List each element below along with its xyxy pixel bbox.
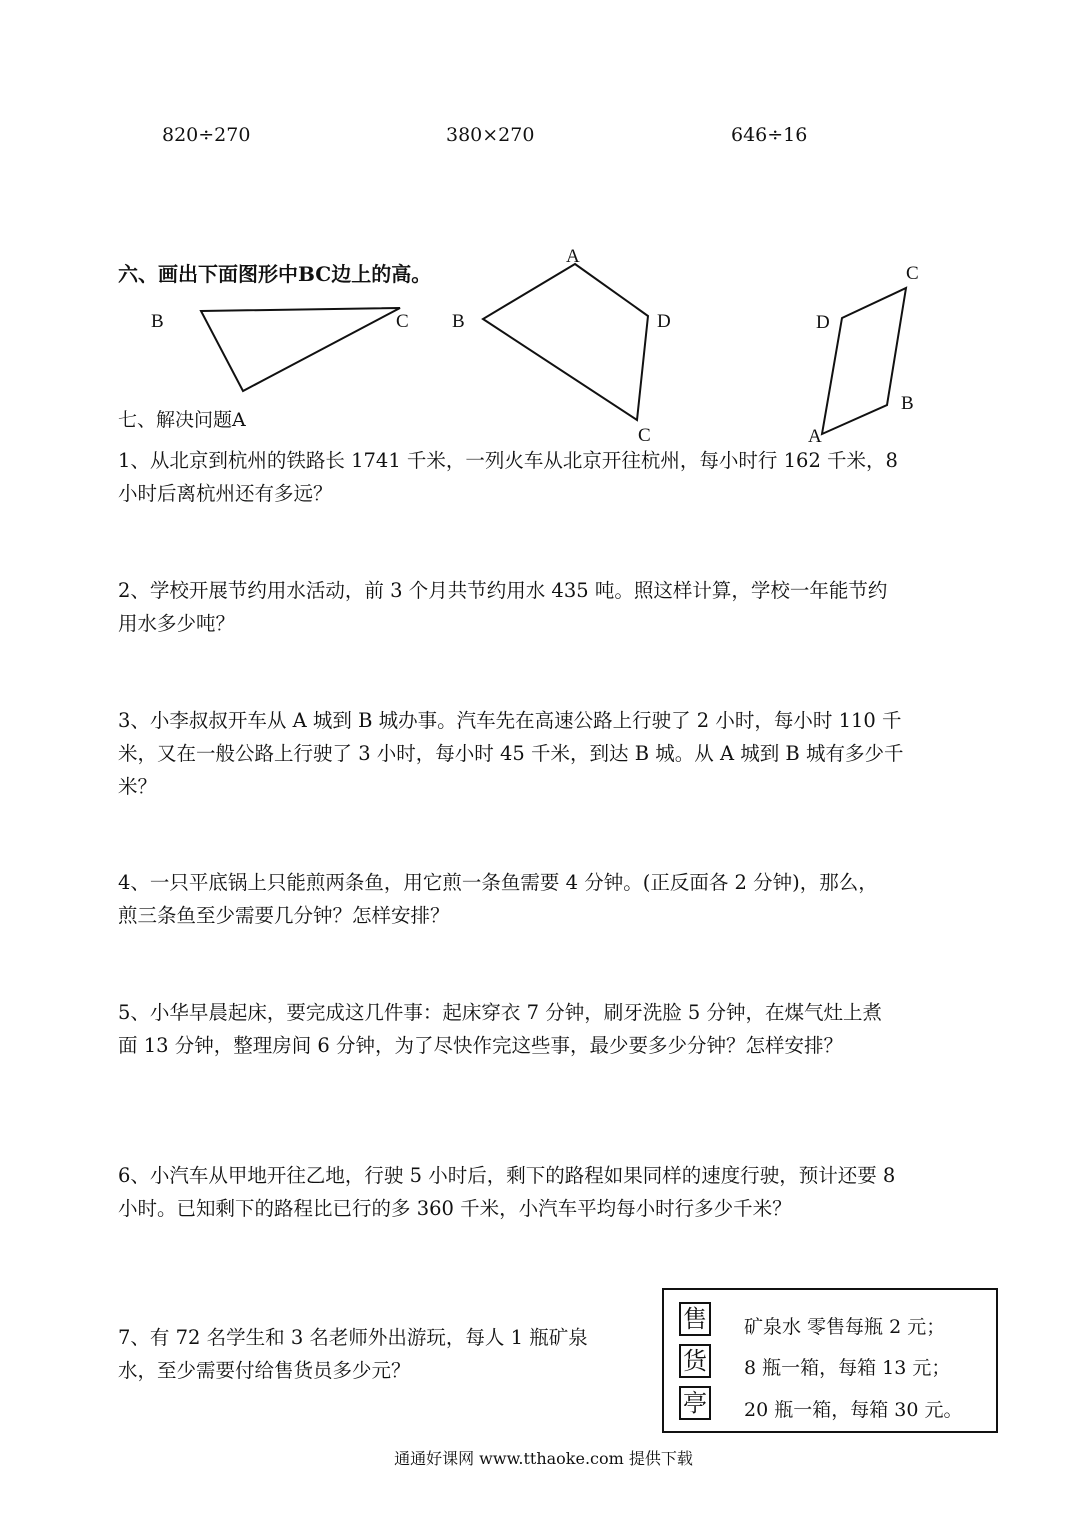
question-3-line-2: 米，又在一般公路上行驶了 3 小时，每小时 45 千米，到达 B 城。从 A 城到 B 城有多少千	[118, 742, 904, 765]
question-5	[118, 996, 978, 1062]
calc-expression-1: 820÷270	[162, 124, 251, 146]
question-4-line-1: 4、一只平底锅上只能煎两条鱼，用它煎一条鱼需要 4 分钟。(正反面各 2 分钟)，那么，	[118, 871, 878, 894]
question-7-line-2: 水，至少需要付给售货员多少元？	[118, 1359, 411, 1382]
question-4-line-2: 煎三条鱼至少需要几分钟？怎样安排？	[118, 904, 450, 927]
price-line-3: 20 瓶一箱，每箱 30 元。	[744, 1399, 963, 1421]
question-5-line-1: 5、小华早晨起床，要完成这几件事：起床穿衣 7 分钟，刷牙洗脸 5 分钟，在煤气灶上煮	[118, 1001, 883, 1024]
kiosk-char-3: 亭	[679, 1386, 711, 1420]
question-7-line-1: 7、有 72 名学生和 3 名老师外出游玩，每人 1 瓶矿泉	[118, 1326, 588, 1349]
kiosk-char-2: 货	[679, 1344, 711, 1378]
footer-credit: 通通好课网 www.tthaoke.com 提供下载	[394, 1449, 693, 1468]
figure1-triangle	[201, 308, 400, 391]
fig1-label-b: B	[151, 311, 164, 332]
section6-title: 六、画出下面图形中BC边上的高。	[118, 262, 432, 286]
fig2-label-a: A	[566, 246, 580, 267]
price-line-1: 矿泉水 零售每瓶 2 元；	[744, 1316, 946, 1338]
fig1-label-c: C	[396, 311, 409, 332]
question-7	[118, 1321, 638, 1387]
question-2-line-2: 用水多少吨？	[118, 612, 236, 635]
question-6-line-2: 小时。已知剩下的路程比已行的多 360 千米，小汽车平均每小时行多少千米？	[118, 1197, 792, 1220]
question-2-line-1: 2、学校开展节约用水活动，前 3 个月共节约用水 435 吨。照这样计算，学校一年能节约	[118, 579, 888, 602]
calc-expression-2: 380×270	[446, 124, 535, 146]
fig3-label-b: B	[901, 393, 914, 414]
kiosk-price-box	[662, 1288, 998, 1433]
fig3-label-a: A	[808, 426, 822, 447]
question-4	[118, 866, 978, 932]
question-1-line-1: 1、从北京到杭州的铁路长 1741 千米，一列火车从北京开往杭州，每小时行 162 千米，8	[118, 449, 898, 472]
question-3	[118, 704, 978, 803]
question-3-line-1: 3、小李叔叔开车从 A 城到 B 城办事。汽车先在高速公路上行驶了 2 小时，每小时 110 千	[118, 709, 902, 732]
section7-title: 七、解决问题A	[118, 409, 246, 431]
question-6-line-1: 6、小汽车从甲地开往乙地，行驶 5 小时后，剩下的路程如果同样的速度行驶，预计还要 8	[118, 1164, 896, 1187]
calc-expression-3: 646÷16	[731, 124, 808, 146]
figure2-quadrilateral	[483, 264, 648, 420]
kiosk-char-1: 售	[679, 1302, 711, 1336]
fig3-label-c: C	[906, 263, 919, 284]
fig3-label-d: D	[816, 312, 830, 333]
fig2-label-d: D	[657, 311, 671, 332]
fig2-label-b: B	[452, 311, 465, 332]
question-1-line-2: 小时后离杭州还有多远？	[118, 482, 333, 505]
question-5-line-2: 面 13 分钟，整理房间 6 分钟，为了尽快作完这些事，最少要多少分钟？怎样安排？	[118, 1034, 844, 1057]
question-1	[118, 444, 978, 510]
question-2	[118, 574, 978, 640]
question-6	[118, 1159, 978, 1225]
fig2-label-c: C	[638, 425, 651, 446]
price-line-2: 8 瓶一箱，每箱 13 元；	[744, 1357, 951, 1379]
question-3-line-3: 米？	[118, 775, 158, 798]
figure3-parallelogram	[822, 288, 906, 434]
